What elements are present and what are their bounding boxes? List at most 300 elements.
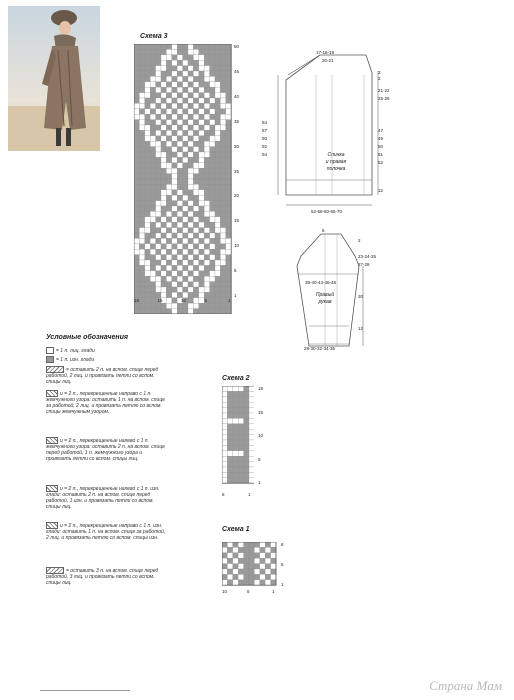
scheme3-cell — [166, 87, 171, 92]
scheme3-cell — [161, 114, 166, 119]
scheme3-cell — [204, 174, 209, 179]
scheme3-cell — [134, 222, 139, 227]
scheme3-cell — [220, 76, 225, 81]
scheme3-cell — [177, 163, 182, 168]
scheme1-cell — [244, 547, 249, 552]
scheme3-cell — [183, 222, 188, 227]
scheme3-cell — [193, 271, 198, 276]
scheme1-cell — [271, 569, 276, 574]
scheme3-cell — [156, 217, 161, 222]
scheme3-cell — [220, 103, 225, 108]
scheme3-cell — [139, 249, 144, 254]
scheme3-cell — [134, 141, 139, 146]
scheme3-cell — [199, 309, 204, 314]
scheme3-cell — [220, 130, 225, 135]
scheme1-cell — [260, 580, 265, 585]
scheme3-cell — [139, 114, 144, 119]
scheme3-cell — [204, 287, 209, 292]
scheme3-cell — [145, 184, 150, 189]
scheme3-cell — [139, 184, 144, 189]
sleeve-schematic — [285, 226, 375, 350]
scheme3-cell — [150, 87, 155, 92]
scheme3-cell — [139, 152, 144, 157]
scheme3-cell — [150, 152, 155, 157]
scheme2-cell — [227, 435, 232, 440]
scheme1-cell — [265, 558, 270, 563]
sleeve-label-2: рукав — [318, 299, 332, 305]
scheme3-cell — [161, 255, 166, 260]
scheme3-cell — [226, 179, 231, 184]
scheme3-row-label: 35 — [234, 118, 240, 124]
scheme3-cell — [210, 260, 215, 265]
scheme3-cell — [226, 66, 231, 71]
scheme3-cell — [139, 44, 144, 49]
scheme3-cell — [161, 287, 166, 292]
scheme3-cell — [210, 82, 215, 87]
scheme2-cell — [233, 408, 238, 413]
scheme3-cell — [156, 222, 161, 227]
scheme3-cell — [193, 55, 198, 60]
scheme3-cell — [145, 93, 150, 98]
scheme2-cell — [222, 462, 227, 467]
scheme3-cell — [134, 82, 139, 87]
scheme3-cell — [193, 152, 198, 157]
scheme2-cell — [249, 413, 254, 418]
sleeve-right-1: 2 — [358, 238, 361, 243]
scheme3-cell — [210, 87, 215, 92]
scheme3-cell — [188, 82, 193, 87]
scheme2-cell — [233, 386, 238, 391]
scheme3-cell — [188, 292, 193, 297]
scheme3-row-label: 20 — [234, 193, 240, 199]
scheme2-cell — [222, 418, 227, 423]
scheme3-cell — [220, 125, 225, 130]
scheme3-cell — [145, 201, 150, 206]
scheme3-cell — [226, 238, 231, 243]
scheme3-cell — [199, 71, 204, 76]
scheme3-cell — [183, 55, 188, 60]
scheme3-cell — [150, 66, 155, 71]
scheme3-cell — [139, 292, 144, 297]
scheme3-cell — [177, 55, 182, 60]
back-label-2: и правая — [325, 159, 347, 165]
scheme3-cell — [226, 287, 231, 292]
scheme1-stitch-numbers — [222, 589, 278, 597]
scheme3-cell — [150, 244, 155, 249]
scheme3-cell — [145, 179, 150, 184]
scheme1-cell — [265, 574, 270, 579]
scheme3-cell — [156, 211, 161, 216]
scheme3-cell — [161, 195, 166, 200]
scheme3-cell — [177, 109, 182, 114]
scheme3-cell — [215, 211, 220, 216]
scheme2-cell — [249, 397, 254, 402]
scheme2-cell — [233, 402, 238, 407]
scheme3-cell — [134, 201, 139, 206]
scheme3-cell — [150, 276, 155, 281]
scheme3-cell — [139, 255, 144, 260]
scheme2-cell — [238, 478, 243, 483]
scheme2-cell — [244, 462, 249, 467]
scheme3-cell — [199, 222, 204, 227]
scheme3-cell — [139, 136, 144, 141]
scheme1-cell — [244, 553, 249, 558]
scheme2-cell — [244, 429, 249, 434]
scheme3-cell — [188, 244, 193, 249]
back-top-sizes-2: 20-21 — [322, 58, 334, 63]
scheme3-cell — [145, 271, 150, 276]
scheme3-cell — [166, 136, 171, 141]
scheme1-cell — [222, 574, 227, 579]
scheme3-cell — [226, 260, 231, 265]
scheme3-cell — [166, 211, 171, 216]
scheme3-cell — [199, 287, 204, 292]
model-photo — [8, 6, 100, 151]
scheme3-cell — [193, 93, 198, 98]
scheme3-cell — [215, 60, 220, 65]
scheme3-cell — [215, 265, 220, 270]
scheme1-cell — [227, 580, 232, 585]
scheme3-cell — [226, 195, 231, 200]
scheme3-cell — [210, 276, 215, 281]
scheme3-cell — [199, 109, 204, 114]
scheme1-cell — [271, 558, 276, 563]
scheme3-cell — [199, 44, 204, 49]
scheme2-stitch-label: 6 — [222, 492, 225, 497]
scheme3-cell — [145, 98, 150, 103]
scheme2-cell — [222, 445, 227, 450]
scheme3-cell — [193, 211, 198, 216]
scheme3-cell — [199, 103, 204, 108]
scheme1-cell — [238, 558, 243, 563]
scheme2-cell — [227, 397, 232, 402]
scheme3-cell — [193, 174, 198, 179]
scheme3-cell — [161, 276, 166, 281]
scheme3-cell — [134, 282, 139, 287]
scheme3-cell — [156, 228, 161, 233]
scheme3-cell — [134, 66, 139, 71]
scheme3-cell — [145, 157, 150, 162]
scheme3-cell — [177, 271, 182, 276]
scheme3-cell — [226, 152, 231, 157]
scheme3-cell — [139, 93, 144, 98]
scheme3-cell — [172, 265, 177, 270]
back-left-1: 84 — [262, 120, 268, 125]
scheme3-cell — [220, 222, 225, 227]
scheme3-cell — [156, 206, 161, 211]
scheme2-cell — [244, 451, 249, 456]
scheme3-cell — [172, 147, 177, 152]
scheme3-cell — [134, 109, 139, 114]
scheme3-cell — [199, 168, 204, 173]
scheme3-cell — [188, 179, 193, 184]
scheme2-cell — [233, 456, 238, 461]
scheme2-row-numbers — [256, 386, 268, 490]
scheme3-cell — [145, 82, 150, 87]
scheme3-cell — [134, 76, 139, 81]
scheme3-cell — [177, 76, 182, 81]
scheme3-cell — [166, 71, 171, 76]
scheme2-cell — [233, 397, 238, 402]
scheme1-cell — [271, 580, 276, 585]
scheme3-cell — [226, 292, 231, 297]
scheme3-cell — [161, 238, 166, 243]
scheme3-cell — [226, 44, 231, 49]
scheme3-cell — [156, 120, 161, 125]
scheme3-cell — [172, 222, 177, 227]
scheme2-cell — [233, 451, 238, 456]
scheme2-cell — [227, 456, 232, 461]
scheme3-cell — [193, 66, 198, 71]
scheme3-cell — [177, 174, 182, 179]
scheme3-cell — [199, 255, 204, 260]
scheme2-cell — [227, 478, 232, 483]
scheme3-cell — [134, 233, 139, 238]
scheme3-cell — [172, 228, 177, 233]
scheme1-cell — [238, 564, 243, 569]
scheme3-cell — [210, 76, 215, 81]
scheme3-cell — [177, 60, 182, 65]
scheme3-cell — [139, 206, 144, 211]
scheme3-cell — [145, 211, 150, 216]
sleeve-right-5: 12 — [358, 326, 364, 331]
scheme1-cell — [254, 542, 259, 547]
scheme3-cell — [150, 71, 155, 76]
scheme3-cell — [166, 168, 171, 173]
scheme3-cell — [145, 76, 150, 81]
scheme3-cell — [183, 44, 188, 49]
scheme3-cell — [150, 157, 155, 162]
scheme3-cell — [226, 130, 231, 135]
scheme3-cell — [145, 141, 150, 146]
scheme3-cell — [204, 76, 209, 81]
scheme3-cell — [177, 66, 182, 71]
scheme3-cell — [156, 168, 161, 173]
scheme3-cell — [166, 282, 171, 287]
scheme3-cell — [134, 49, 139, 54]
scheme3-cell — [204, 103, 209, 108]
scheme3-cell — [177, 120, 182, 125]
scheme2-cell — [249, 391, 254, 396]
scheme3-cell — [193, 260, 198, 265]
scheme2-cell — [244, 440, 249, 445]
sleeve-outline — [297, 234, 359, 346]
scheme3-cell — [177, 222, 182, 227]
scheme3-cell — [172, 206, 177, 211]
scheme3-cell — [183, 147, 188, 152]
scheme3-cell — [145, 120, 150, 125]
scheme3-cell — [172, 157, 177, 162]
scheme1-cell — [238, 542, 243, 547]
back-right-4: 25-26 — [378, 96, 390, 101]
scheme3-cell — [204, 233, 209, 238]
scheme3-cell — [215, 66, 220, 71]
scheme3-cell — [172, 141, 177, 146]
scheme2-cell — [249, 429, 254, 434]
scheme3-cell — [161, 44, 166, 49]
scheme3-cell — [134, 98, 139, 103]
scheme1-cell — [244, 542, 249, 547]
scheme1-cell — [233, 580, 238, 585]
scheme3-cell — [145, 103, 150, 108]
scheme3-cell — [134, 244, 139, 249]
scheme3-cell — [193, 249, 198, 254]
scheme3-cell — [226, 141, 231, 146]
scheme3-cell — [166, 206, 171, 211]
scheme3-cell — [172, 76, 177, 81]
scheme3-cell — [150, 190, 155, 195]
scheme3-cell — [199, 136, 204, 141]
scheme3-cell — [139, 271, 144, 276]
scheme3-cell — [204, 93, 209, 98]
scheme3-cell — [172, 174, 177, 179]
scheme1-cell — [238, 574, 243, 579]
scheme1-cell — [265, 569, 270, 574]
scheme3-cell — [210, 60, 215, 65]
back-pattern-schematic — [268, 45, 396, 217]
scheme3-cell — [150, 222, 155, 227]
scheme3-cell — [134, 184, 139, 189]
scheme3-cell — [161, 66, 166, 71]
scheme3-cell — [204, 249, 209, 254]
scheme3-cell — [188, 195, 193, 200]
scheme3-cell — [220, 93, 225, 98]
scheme3-cell — [156, 190, 161, 195]
back-outline — [286, 55, 372, 195]
scheme3-cell — [156, 287, 161, 292]
scheme1-cell — [222, 542, 227, 547]
scheme3-cell — [139, 222, 144, 227]
scheme3-cell — [145, 206, 150, 211]
scheme3-cell — [226, 109, 231, 114]
scheme3-cell — [145, 66, 150, 71]
scheme3-cell — [204, 206, 209, 211]
scheme2-cell — [244, 467, 249, 472]
scheme3-cell — [150, 309, 155, 314]
scheme3-cell — [150, 282, 155, 287]
scheme3-cell — [220, 66, 225, 71]
scheme3-cell — [172, 292, 177, 297]
scheme3-cell — [199, 217, 204, 222]
scheme3-cell — [204, 44, 209, 49]
sleeve-top: 6 — [322, 228, 325, 233]
scheme3-cell — [172, 44, 177, 49]
scheme3-cell — [188, 265, 193, 270]
scheme1-cell — [233, 569, 238, 574]
scheme1-cell — [260, 564, 265, 569]
back-right-3: 21-22 — [378, 88, 390, 93]
scheme3-cell — [193, 255, 198, 260]
scheme3-cell — [145, 190, 150, 195]
scheme3-cell — [199, 238, 204, 243]
scheme1-cell — [244, 569, 249, 574]
scheme3-cell — [204, 309, 209, 314]
scheme1-cell — [227, 574, 232, 579]
back-right-7: 50 — [378, 144, 384, 149]
scheme3-cell — [161, 233, 166, 238]
scheme3-cell — [139, 260, 144, 265]
scheme1-cell — [238, 569, 243, 574]
scheme3-cell — [183, 271, 188, 276]
scheme3-cell — [134, 260, 139, 265]
scheme3-cell — [188, 168, 193, 173]
legend-item-3: = оставить 2 п. на вспом. спице перед работой, 2 лиц. и провязать петли со вспом. спицы лиц. — [46, 366, 159, 385]
scheme3-cell — [145, 195, 150, 200]
scheme3-cell — [166, 152, 171, 157]
scheme3-cell — [220, 168, 225, 173]
scheme1-cell — [249, 558, 254, 563]
scheme2-cell — [249, 472, 254, 477]
scheme3-cell — [139, 71, 144, 76]
scheme3-cell — [193, 87, 198, 92]
scheme3-cell — [150, 228, 155, 233]
scheme3-cell — [204, 228, 209, 233]
scheme3-cell — [150, 93, 155, 98]
scheme3-cell — [204, 163, 209, 168]
scheme3-cell — [145, 282, 150, 287]
scheme3-cell — [161, 76, 166, 81]
scheme2-cell — [227, 391, 232, 396]
scheme3-cell — [193, 168, 198, 173]
scheme3-cell — [220, 309, 225, 314]
scheme1-cell — [254, 564, 259, 569]
scheme3-cell — [183, 141, 188, 146]
scheme3-cell — [193, 179, 198, 184]
scheme3-cell — [226, 249, 231, 254]
scheme3-cell — [166, 93, 171, 98]
scheme3-cell — [188, 190, 193, 195]
scheme3-cell — [134, 309, 139, 314]
scheme3-cell — [210, 152, 215, 157]
scheme1-cell — [233, 564, 238, 569]
scheme3-cell — [177, 228, 182, 233]
scheme3-stitch-label: 1 — [228, 298, 231, 303]
scheme3-cell — [145, 44, 150, 49]
scheme3-cell — [220, 206, 225, 211]
scheme3-cell — [199, 179, 204, 184]
scheme1-cell — [244, 564, 249, 569]
scheme3-cell — [156, 71, 161, 76]
scheme2-cell — [238, 418, 243, 423]
scheme3-cell — [193, 276, 198, 281]
scheme3-cell — [134, 103, 139, 108]
scheme3-cell — [220, 282, 225, 287]
scheme2-cell — [233, 435, 238, 440]
scheme3-cell — [156, 147, 161, 152]
scheme3-cell — [193, 195, 198, 200]
scheme3-cell — [183, 114, 188, 119]
scheme3-cell — [193, 282, 198, 287]
scheme2-cell — [233, 467, 238, 472]
scheme2-cell — [244, 456, 249, 461]
scheme3-cell — [193, 292, 198, 297]
scheme1-cell — [233, 542, 238, 547]
scheme3-cell — [166, 287, 171, 292]
scheme3-cell — [134, 217, 139, 222]
scheme1-cell — [249, 553, 254, 558]
scheme3-cell — [220, 228, 225, 233]
scheme3-cell — [150, 195, 155, 200]
scheme1-stitch-label: 10 — [222, 589, 228, 594]
scheme3-cell — [177, 141, 182, 146]
scheme3-cell — [183, 103, 188, 108]
scheme3-cell — [161, 87, 166, 92]
scheme3-cell — [156, 82, 161, 87]
scheme3-cell — [166, 249, 171, 254]
scheme3-cell — [199, 49, 204, 54]
scheme2-cell — [222, 440, 227, 445]
scheme3-cell — [199, 276, 204, 281]
